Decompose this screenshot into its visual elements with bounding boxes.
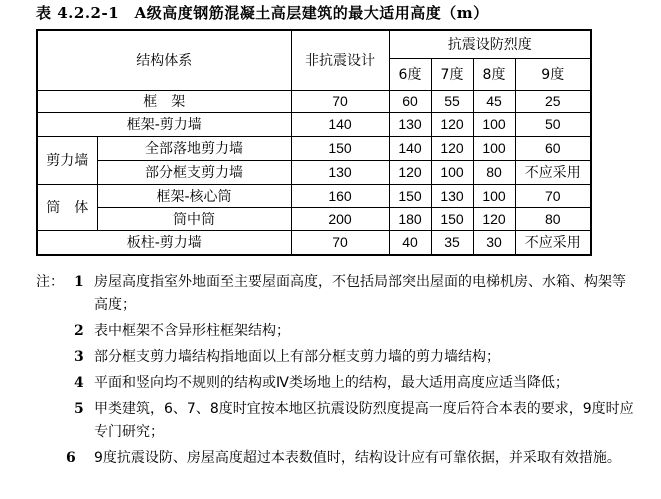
cell-deg8: 45 xyxy=(473,90,515,112)
group-tube: 筒 体 xyxy=(37,184,97,230)
row-name: 筒中筒 xyxy=(97,207,291,230)
table-row xyxy=(37,90,591,112)
note-number: 2 xyxy=(74,323,84,339)
cell-deg8: 100 xyxy=(473,136,515,160)
cell-deg8: 100 xyxy=(473,112,515,136)
header-deg9: 9度 xyxy=(515,58,591,90)
cell-non-seismic: 160 xyxy=(291,184,389,207)
header-non-seismic: 非抗震设计 xyxy=(291,30,389,90)
notes-section xyxy=(36,271,636,470)
cell-deg9: 80 xyxy=(515,207,591,230)
cell-deg7: 120 xyxy=(431,112,473,136)
table-row xyxy=(37,207,591,230)
row-name: 板柱-剪力墙 xyxy=(37,230,291,255)
row-name: 部分框支剪力墙 xyxy=(97,160,291,184)
cell-deg7: 100 xyxy=(431,160,473,184)
max-height-table xyxy=(36,29,592,256)
cell-deg8: 100 xyxy=(473,184,515,207)
cell-deg9: 70 xyxy=(515,184,591,207)
note-text: 部分框支剪力墙结构指地面以上有部分框支剪力墙的剪力墙结构； xyxy=(94,349,500,365)
note-item xyxy=(36,447,636,470)
note-text: 9度抗震设防、房屋高度超过本表数值时，结构设计应有可靠依据，并采取有效措施。 xyxy=(94,450,621,466)
table-row xyxy=(37,160,591,184)
header-structure: 结构体系 xyxy=(37,30,291,90)
cell-deg7: 130 xyxy=(431,184,473,207)
cell-non-seismic: 70 xyxy=(291,230,389,255)
group-shear-wall: 剪力墙 xyxy=(37,136,97,184)
cell-deg6: 150 xyxy=(389,184,431,207)
table-row xyxy=(37,112,591,136)
note-text: 平面和竖向均不规则的结构或Ⅳ类场地上的结构，最大适用高度应适当降低； xyxy=(94,375,569,391)
note-number: 5 xyxy=(74,401,84,417)
table-row xyxy=(37,136,591,160)
header-deg6: 6度 xyxy=(389,58,431,90)
cell-deg8: 30 xyxy=(473,230,515,255)
cell-deg6: 130 xyxy=(389,112,431,136)
row-name: 框 架 xyxy=(37,90,291,112)
cell-deg8: 80 xyxy=(473,160,515,184)
header-seismic: 抗震设防烈度 xyxy=(389,30,591,58)
cell-non-seismic: 130 xyxy=(291,160,389,184)
cell-deg6: 60 xyxy=(389,90,431,112)
note-item xyxy=(36,320,636,343)
cell-deg7: 35 xyxy=(431,230,473,255)
row-name: 全部落地剪力墙 xyxy=(97,136,291,160)
cell-deg8: 120 xyxy=(473,207,515,230)
cell-deg9: 60 xyxy=(515,136,591,160)
notes-prefix: 注： xyxy=(36,274,64,290)
cell-deg7: 120 xyxy=(431,136,473,160)
cell-deg9: 25 xyxy=(515,90,591,112)
cell-non-seismic: 70 xyxy=(291,90,389,112)
note-number: 6 xyxy=(66,450,76,466)
note-number: 3 xyxy=(74,349,84,365)
note-text: 表中框架不含异形柱框架结构； xyxy=(94,323,290,339)
row-name: 框架-剪力墙 xyxy=(37,112,291,136)
note-number: 1 xyxy=(74,274,84,290)
cell-deg7: 55 xyxy=(431,90,473,112)
cell-deg7: 150 xyxy=(431,207,473,230)
note-item xyxy=(36,271,636,317)
cell-deg9: 不应采用 xyxy=(515,160,591,184)
cell-non-seismic: 140 xyxy=(291,112,389,136)
cell-deg6: 120 xyxy=(389,160,431,184)
cell-deg6: 40 xyxy=(389,230,431,255)
note-text: 房屋高度指室外地面至主要屋面高度，不包括局部突出屋面的电梯机房、水箱、构架等高度； xyxy=(94,274,626,313)
cell-non-seismic: 200 xyxy=(291,207,389,230)
table-title: 表 4.2.2-1 A级高度钢筋混凝土高层建筑的最大适用高度（m） xyxy=(36,4,489,22)
cell-deg9: 不应采用 xyxy=(515,230,591,255)
note-item xyxy=(36,346,636,369)
cell-deg6: 140 xyxy=(389,136,431,160)
note-item xyxy=(36,372,636,395)
cell-deg9: 50 xyxy=(515,112,591,136)
row-name: 框架-核心筒 xyxy=(97,184,291,207)
cell-deg6: 180 xyxy=(389,207,431,230)
cell-non-seismic: 150 xyxy=(291,136,389,160)
table-row xyxy=(37,184,591,207)
note-number: 4 xyxy=(74,375,84,391)
header-row-1 xyxy=(37,30,591,58)
note-text: 甲类建筑，6、7、8度时宜按本地区抗震设防烈度提高一度后符合本表的要求，9度时应专门研究； xyxy=(94,401,634,440)
note-item xyxy=(36,398,636,444)
table-row xyxy=(37,230,591,255)
header-deg8: 8度 xyxy=(473,58,515,90)
header-deg7: 7度 xyxy=(431,58,473,90)
